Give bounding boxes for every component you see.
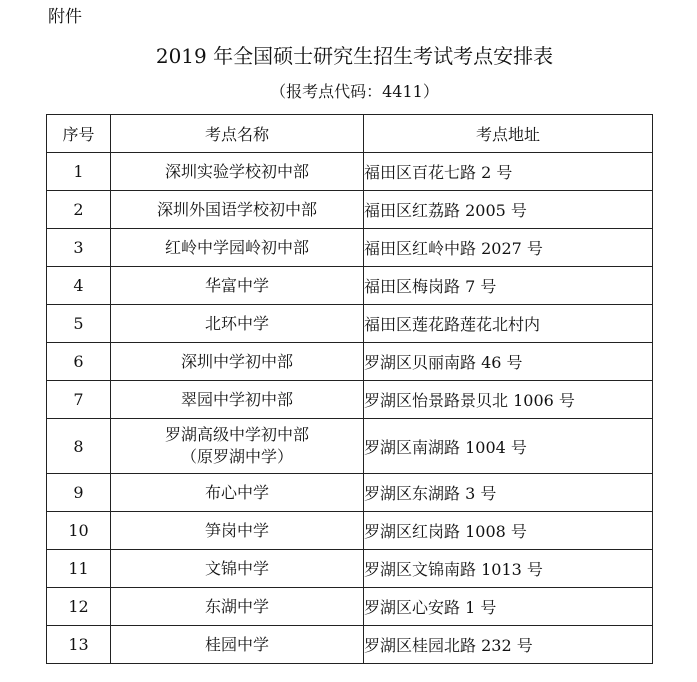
table-row bbox=[47, 267, 653, 305]
table-row bbox=[47, 550, 653, 588]
row-seq: 8 bbox=[47, 419, 111, 474]
row-address: 福田区百花七路 2 号 bbox=[364, 153, 653, 191]
page-subtitle: （报考点代码：4411） bbox=[270, 82, 439, 101]
row-address: 罗湖区东湖路 3 号 bbox=[364, 474, 653, 512]
exam-site-table bbox=[46, 114, 653, 664]
row-seq: 10 bbox=[47, 512, 111, 550]
table-row bbox=[47, 305, 653, 343]
row-seq: 5 bbox=[47, 305, 111, 343]
row-site-name: 文锦中学 bbox=[111, 550, 364, 588]
row-site-name: 深圳外国语学校初中部 bbox=[111, 191, 364, 229]
row-address: 罗湖区桂园北路 232 号 bbox=[364, 626, 653, 664]
row-address: 罗湖区红岗路 1008 号 bbox=[364, 512, 653, 550]
attachment-label: 附件 bbox=[48, 7, 82, 27]
table-row bbox=[47, 381, 653, 419]
row-site-name: 深圳中学初中部 bbox=[111, 343, 364, 381]
row-address: 罗湖区贝丽南路 46 号 bbox=[364, 343, 653, 381]
row-seq: 4 bbox=[47, 267, 111, 305]
row-seq: 2 bbox=[47, 191, 111, 229]
row-site-name: 罗湖高级中学初中部 bbox=[164, 425, 309, 444]
row-site-name: 华富中学 bbox=[111, 267, 364, 305]
row-address: 福田区莲花路莲花北村内 bbox=[364, 305, 653, 343]
row-seq: 13 bbox=[47, 626, 111, 664]
row-address: 罗湖区怡景路景贝北 1006 号 bbox=[364, 381, 653, 419]
row-site-name: 深圳实验学校初中部 bbox=[111, 153, 364, 191]
row-seq: 6 bbox=[47, 343, 111, 381]
table-header-row bbox=[47, 115, 653, 153]
row-seq: 11 bbox=[47, 550, 111, 588]
row-site-name: 桂园中学 bbox=[111, 626, 364, 664]
column-header-name: 考点名称 bbox=[111, 115, 364, 153]
row-address: 罗湖区南湖路 1004 号 bbox=[364, 419, 653, 474]
table-row bbox=[47, 343, 653, 381]
table-row bbox=[47, 512, 653, 550]
table-row bbox=[47, 626, 653, 664]
row-seq: 7 bbox=[47, 381, 111, 419]
row-seq: 3 bbox=[47, 229, 111, 267]
row-site-name: 北环中学 bbox=[111, 305, 364, 343]
row-seq: 9 bbox=[47, 474, 111, 512]
page-title: 2019 年全国硕士研究生招生考试考点安排表 bbox=[155, 44, 554, 68]
table-row bbox=[47, 474, 653, 512]
column-header-address: 考点地址 bbox=[364, 115, 653, 153]
row-address: 福田区红荔路 2005 号 bbox=[364, 191, 653, 229]
row-address: 罗湖区心安路 1 号 bbox=[364, 588, 653, 626]
table-row bbox=[47, 229, 653, 267]
row-address: 福田区红岭中路 2027 号 bbox=[364, 229, 653, 267]
row-site-former-name: （原罗湖中学） bbox=[180, 447, 293, 466]
row-site-name: 东湖中学 bbox=[111, 588, 364, 626]
table-row bbox=[47, 419, 653, 474]
row-site-name: 笋岗中学 bbox=[111, 512, 364, 550]
row-site-name: 红岭中学园岭初中部 bbox=[111, 229, 364, 267]
row-address: 罗湖区文锦南路 1013 号 bbox=[364, 550, 653, 588]
column-header-seq: 序号 bbox=[47, 115, 111, 153]
row-site-name-cell bbox=[111, 419, 364, 474]
table-row bbox=[47, 153, 653, 191]
table-row bbox=[47, 588, 653, 626]
row-seq: 1 bbox=[47, 153, 111, 191]
row-site-name: 翠园中学初中部 bbox=[111, 381, 364, 419]
row-seq: 12 bbox=[47, 588, 111, 626]
table-row bbox=[47, 191, 653, 229]
row-site-name: 布心中学 bbox=[111, 474, 364, 512]
row-address: 福田区梅岗路 7 号 bbox=[364, 267, 653, 305]
